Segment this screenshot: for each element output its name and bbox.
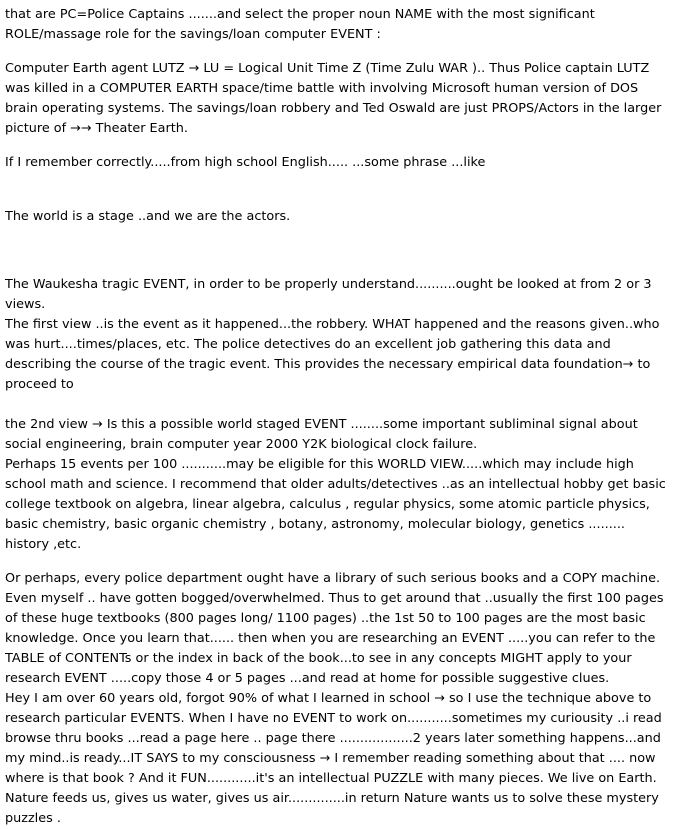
paragraph-1: that are PC=Police Captains .......and select the proper noun NAME with the most significant ROLE/massage role for the savings/loan computer EVENT : <box>5 7 595 42</box>
paragraph-2: Computer Earth agent LUTZ → LU = Logical Unit Time Z (Time Zulu WAR ).. Thus Police captain LUTZ was killed in a COMPUTER EARTH space/time battle with involving Microsoft human version of DOS brain operating systems. The savings/loan robbery and Ted Oswald are just PROPS/Actors in the larger picture of →→ Theater Earth. <box>5 61 662 136</box>
paragraph-6: The first view ..is the event as it happened...the robbery. WHAT happened and the reasons given..who was hurt....times/places, etc. The police detectives do an excellent job gathering this data and describing the course of the tragic event. This provides the necessary empirical data foundation→ to proceed to <box>5 317 660 392</box>
document-body <box>5 5 673 829</box>
paragraph-4: The world is a stage ..and we are the actors. <box>5 209 291 224</box>
paragraph-7: the 2nd view → Is this a possible world staged EVENT ........some important subliminal signal about social engineering, brain computer year 2000 Y2K biological clock failure. <box>5 417 638 452</box>
paragraph-8: Perhaps 15 events per 100 ...........may be eligible for this WORLD VIEW.....which may include high school math and science. I recommend that older adults/detectives ..as an intellectual hobby get basic college textbook on algebra, linear algebra, calculus , regular physics, some atomic particle physics, basic chemistry, basic organic chemistry , botany, astronomy, molecular biology, genetics ......... history ,etc. <box>5 457 666 552</box>
paragraph-9: Or perhaps, every police department ought have a library of such serious books and a COPY machine. Even myself .. have gotten bogged/overwhelmed. Thus to get around that ..usually the first 100 pages of these huge textbooks (800 pages long/ 1100 pages) ..the 1st 50 to 100 pages are the most basic knowledge. Once you learn that...... then when you are researching an EVENT .....you can refer to the TABLE of CONTENTs or the index in back of the book...to see in any concepts MIGHT apply to your research EVENT .....copy those 4 or 5 pages ...and read at home for possible suggestive clues. <box>5 571 664 686</box>
paragraph-10: Hey I am over 60 years old, forgot 90% of what I learned in school → so I use the technique above to research particular EVENTS. When I have no EVENT to work on...........sometimes my curiousity ..i read browse thru books ...read a page here .. page there ..................2 years later something happens...and my mind..is ready...IT SAYS to my consciousness → I remember reading something about that .... now where is that book ? And it FUN............it's an intellectual PUZZLE with many pieces. We live on Earth. Nature feeds us, gives us water, gives us air..............in return Nature wants us to solve these mystery puzzles . <box>5 691 662 826</box>
paragraph-5: The Waukesha tragic EVENT, in order to be properly understand..........ought be looked at from 2 or 3 views. <box>5 277 652 312</box>
paragraph-3: If I remember correctly.....from high school English..... ...some phrase ...like <box>5 155 486 170</box>
